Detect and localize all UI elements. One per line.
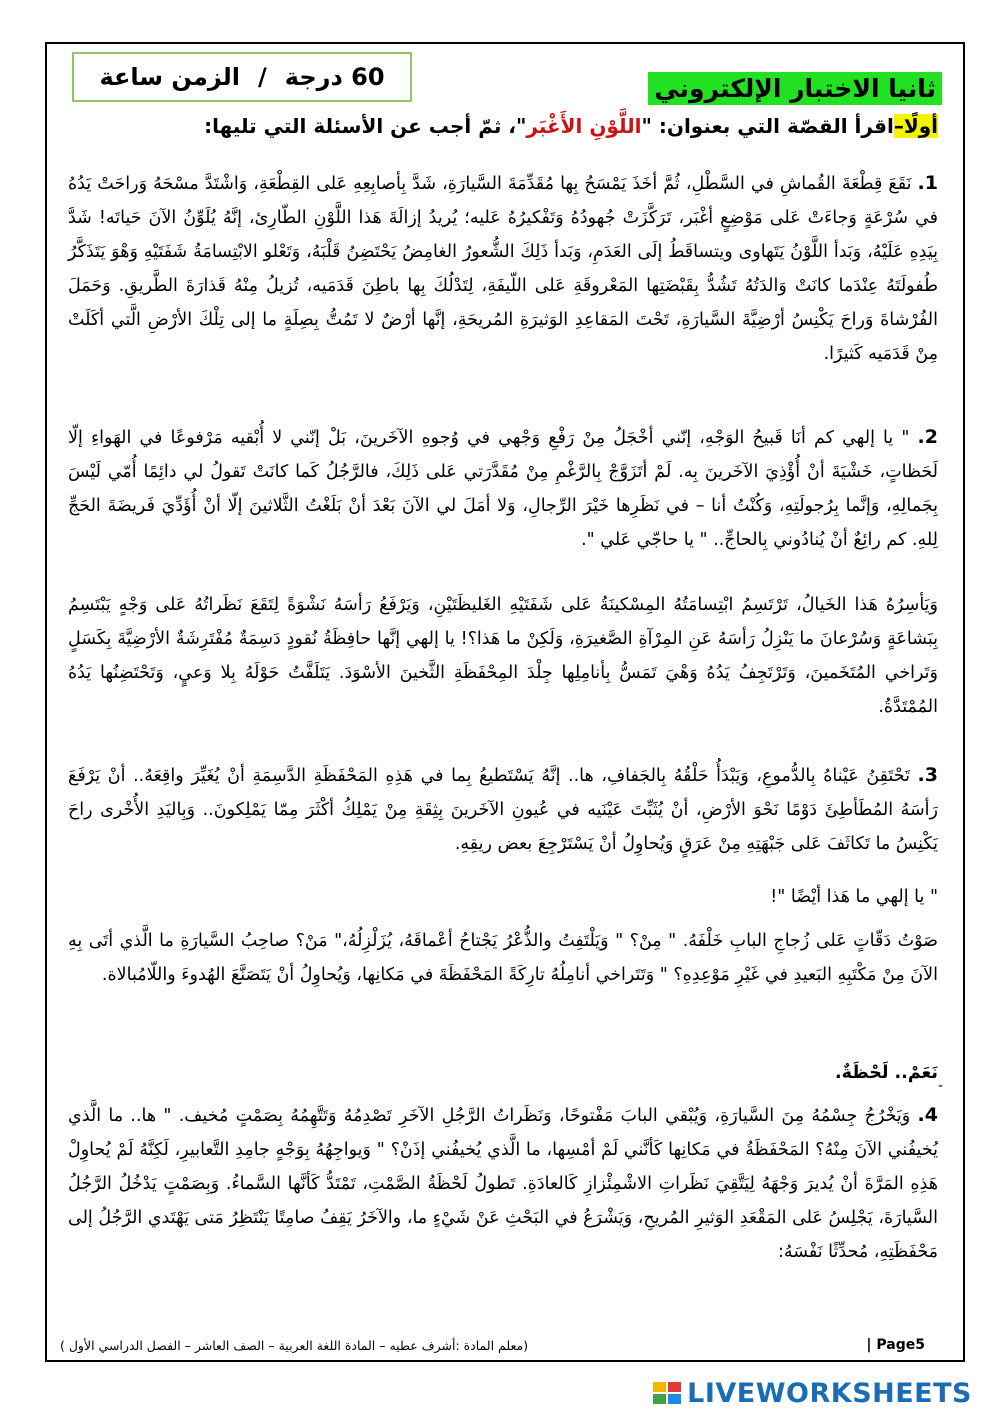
score-box [72, 52, 412, 102]
intro-suffix: "، ثمّ أجب عن الأسئلة التي تليها: [204, 114, 527, 138]
page-label: Page5 [876, 1337, 925, 1353]
paragraph-number: 4. [917, 1104, 938, 1126]
brand-wordmark: LIVEWORKSHEETS [687, 1377, 972, 1409]
liveworksheets-brand[interactable] [653, 1378, 972, 1408]
paragraph-number: 3. [917, 764, 938, 786]
footer [60, 1333, 925, 1357]
page-number [866, 1337, 925, 1353]
paragraph-text: تَحْتَقِنُ عَيْناهُ بِالدُّموعِ، وَيَبْدَأُ حَلْقُهُ بِالجَفافِ، ها.. إنَّهُ يَسْتَطيعُ بِما في هَذِهِ المَحْفَظَةِ الدَّسِمَةِ أنْ يُغَيِّرَ واقِعَهُ.. أنْ يَرْفَعَ رَأسَهُ المُطَأطِئَ دَوْمًا نَحْوَ الأرْضِ، أنْ يُثَبِّتَ عَيْنَيه في عُيونِ الآخَرينَ بِثِقَةِ مِنْ يَمْلِكُ أكْثَرَ مِمّا يَمْلِكونَ.. وَبِاليَدِ الأُخْرى راحَ يَكْنِسُ ما تَكاثَفَ عَلى جَبْهَتِهِ مِنْ عَرَقٍ وَيُحاوِلُ أنْ يَسْتَرْجِعَ بعض ريقِهِ. [68, 766, 938, 854]
separator: / [258, 63, 267, 91]
paragraph-2 [68, 420, 938, 557]
intro-line [60, 114, 938, 138]
paragraph-text: وَيَأسِرُهُ هَذا الخَيالُ، تَرْتَسِمُ ابْتِسامَتُهُ المِسْكينَةُ عَلى شَفَتَيْهِ الغَليظَتَيْنِ، وَيَرْفَعُ رَأسَهُ نَشْوَةً لِتَقَعَ نَظَراتُهُ عَلى وَجْهٍ يَبْتَسِمُ بِبَشاعَةٍ وَسُرْعانَ ما يَنْزِلُ رَأسَهُ عَنِ المِرْآةِ الصَّغيرَةِ، وَلَكِنْ ما هَذا؟! يا إلهي إنَّها حافِظَةُ نُقودٍ دَسِمَةٌ مُفْتَرِشَةٌ الأرْضِيَّةَ بِكَسَلٍ وَتَراخي المُتَخَمينَ، وَتَرْتَجِفُ يَدُهُ وَهْيَ تَمَسُّ بِأنامِلِها جِلْدَ المِحْفَظَةِ الثَّخينَ الأسْوَدَ. يَتَلَفَّتُ حَوْلَهُ بِلا وَعيٍ، وَتَحْتَضِنُها يَدُهُ المُمْتَدَّةُ. [68, 595, 938, 717]
intro-prefix: أولًا– [893, 114, 938, 138]
paragraph-4 [68, 1098, 938, 1269]
paragraph-3 [68, 758, 938, 861]
paragraph-text: " يا إلهي ما هَذا أيْضًا "! [770, 887, 938, 907]
paragraph-text: " يا إلهي كم أنَا قَبيحُ الوَجْهِ، إنّني أخْجَلُ مِنْ رَفْعِ وَجْهي في وُجوهِ الآخَرينَ، بَلْ إنّني لا أُبْقيه مَرْفوعًا في الهَواءِ إلّا لَحَظاتٍ، خَشْيَةَ أنْ أُؤْذِيَ الآخَرينَ بِه. لَمْ أتَزَوَّجْ بِالرَّغْمِ مِنْ مُقَدَّرَتي عَلى ذَلِكَ، فالرَّجُلُ كَما كانَتْ تَقولُ لي دائِمًا أُمّي لَيْسَ بِجَمالِهِ، وَإنَّما بِرُجولَتِهِ، وَكُنْتُ أنا – في نَظَرِها خَيْرَ الرِّجالِ، وَلا أمَلَ لي الآنَ بَعْدَ أنْ بَلَغْتُ الثَّلاثينَ إلّا أنْ أُؤَدِّيَ فَريضَةَ الحَجِّ لِلهِ. كم رائِعٌ أنْ يُنادُوني بِالحاجِّ.. " يا حاجّي عَلي ". [68, 428, 938, 550]
paragraph-1 [68, 166, 938, 371]
paragraph-number: 1. [917, 172, 938, 194]
story-title: اللَّوْنِ الأَغْبَر [526, 114, 642, 138]
footer-bar: | [866, 1337, 872, 1353]
paragraph-text: صَوْتُ دَقّاتٍ عَلى زُجاجِ البابِ خَلْفَهُ. " مِنْ؟ " وَيَلْتَفِتُ والذُّعْرُ يَجْتاحُ أعْماقَهُ، يُزَلْزِلُهُ،" مَنْ؟ صاحِبُ السَّيارَةِ ما الَّذي أتَى بِهِ الآنَ مِنْ مَكْتَبِهِ البَعيدِ في غَيْرِ مَوْعِدِهِ؟ " وَتَتَراخي أنامِلُهُ تارِكَةً المَحْفَظَةَ في مَكانِها، وَيُحاوِلُ أنْ يَتَصَنَّعَ الهُدوءَ واللّامُبالاة. [68, 931, 938, 985]
dash-marker: - [938, 1078, 944, 1094]
liveworksheets-logo-icon [653, 1382, 681, 1404]
duration: الزمن ساعة [99, 63, 241, 91]
footer-credit: (معلم المادة :أشرف عطيه – المادة اللغة العربية – الصف العاشر – الفصل الدراسي الأول ) [60, 1337, 529, 1353]
intro-instruction: اقرأ القصّة التي بعنوان: " [641, 114, 894, 138]
paragraph-2b [68, 588, 938, 724]
paragraph-text: وَيَخْرُجُ جِسْمُهُ مِنَ السَّيارَةِ، وَيُبْقي البابَ مَفْتوحًا، وَنَظَراتُ الرَّجُلِ الآخَرِ تَصْدِمُهُ وَتَتَّهِمُهُ بِصَمْتٍ مُخيف. " ها.. ما الَّذي يُخيفُني الآنَ مِنْهُ؟ المَحْفَظَةُ في مَكانِها كَأنَّني لَمْ أمْسِها، ما الَّذي يُخيفُني إذَنْ؟ " وَيواجِهُهُ بِوَجْهٍ جامِدِ التَّعابيرِ، لَكِنَّهُ لَمْ يُحاوِلْ هَذِهِ المَرَّةَ أنْ يُديرَ وَجْهَهُ لِيَتَّقِيَ نَظَراتِ الاشْمِئْزازِ كَالعادَةِ. تَطولُ لَحْظَةُ الصَّمْتِ، تَمْتَدُّ كَأنَّها السَّماءُ. وَبِصَمْتٍ يَدْخُلُ الرَّجُلُ السَّيارَةَ، يَجْلِسُ عَلى المَقْعَدِ الوَثيرِ المُريحِ، وَيَشْرَعُ في البَحْثِ عَنْ شَيْءٍ ما، والآخَرُ يَقِفُ صامِتًا يَنْتَظِرُ مَتى يَهْتَدي الرَّجُلُ إلى مَحْفَظَتِهِ، مُحدِّثًا نَفْسَهُ: [68, 1106, 938, 1262]
score: 60 درجة [284, 63, 385, 91]
paragraph-3d [68, 1056, 938, 1090]
section-title: ثانيا الاختبار الإلكتروني [648, 72, 942, 105]
paragraph-3b [68, 880, 938, 914]
paragraph-number: 2. [917, 426, 938, 448]
paragraph-text: نَعَمْ.. لَحْظَةٌ. [834, 1063, 938, 1083]
paragraph-3c [68, 924, 938, 992]
paragraph-text: نَقَعَ قِطْعَةَ القُماشِ في السَّطْلِ، ثُمَّ أخَذَ يَمْسَحُ بِها مُقَدِّمَةَ السَّيارَةِ، شَدَّ بِأصابِعِهِ عَلى القِطْعَةِ، وَاشْتَدَّ مسْحَهُ وَراحَتْ يَدُهُ في سُرْعَةٍ وَجاءَتْ عَلى مَوْضِعٍ أغْبَر، تَرَكَّزَتْ جُهودُهُ وَتَفْكيرُهُ عَليه؛ يُريدُ إزالَةَ هَذا اللَّوْنِ الطّارِئ، إنَّهُ يُلَوِّنُ الآنَ حَياتَه! شَدَّ بِيَدِهِ عَلَيْهُ، وَبَدأ اللَّوْنُ يَتَهاوى ويتساقَطُ إلَى العَدَمِ، وَبَدأ ذَلِكَ الشُّعورُ الغامِضُ يَحْتَضِنُ قَلْبَهُ، وَتَعْلو الابْتِسامَةُ شَفَتَيْهِ وَهْوَ يَتَذَكَّرُ طُفولَتَهُ عِنْدَما كانَتْ وَالدَتُهُ تَشُدُّ بِقَبْضَتِها المَعْروقَةِ عَلى اللّيفَةِ، لِتَدْلُكَ بِها باطِنَ قَدَمَيه، تُزيلُ مِنْهُ قَذارَةَ الطَّريقِ. وَحَمَلَ الفُرْشاةَ وَراحَ يَكْنِسُ أرْضِيَّةَ السَّيارَةِ، تَحْتَ المَقاعِدِ الوَثيرَةِ المُريحَةِ، إنَّها أرْضٌ لا تَمُتُّ بِصِلَةٍ ما إلى تِلْكَ الأرْضِ الَّتي أكَلَتْ مِنْ قَدَمَيه كَثيرًا. [68, 174, 938, 364]
